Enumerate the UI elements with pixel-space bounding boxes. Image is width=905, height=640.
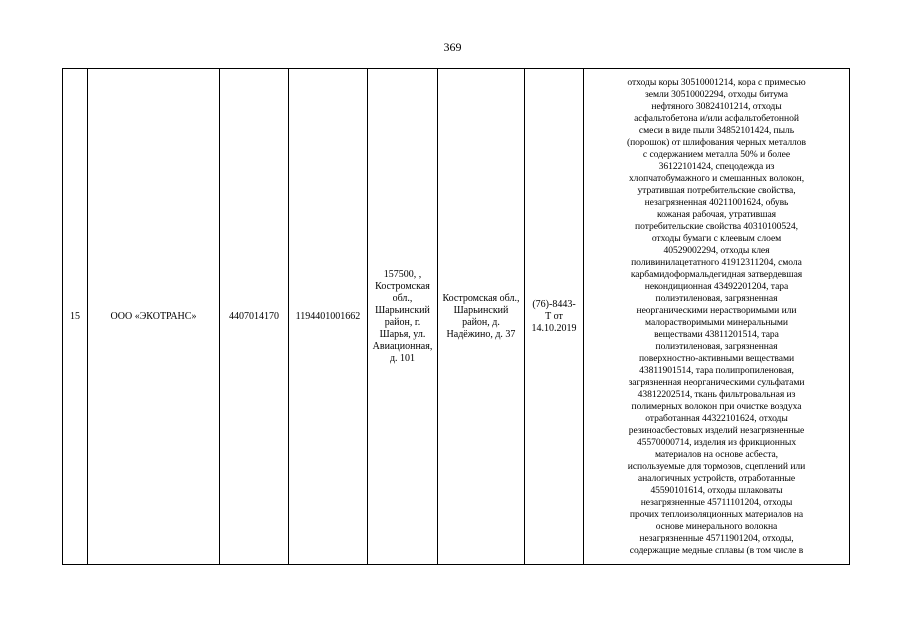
organization-name: ООО «ЭКОТРАНС» [88,69,220,565]
ogrn-cell: 1194401001662 [289,69,368,565]
page-number: 369 [443,40,462,54]
license-text: (76)-8443- Т от 14.10.2019 [531,298,577,334]
row-number: 15 [63,69,88,565]
legal-address-cell [368,69,438,565]
table-row [63,69,850,565]
legal-address-text: 157500, , Костромская обл., Шарьинский район, г. Шарья, ул. Авиационная, д. 101 [372,268,433,364]
waste-types-cell [584,69,850,565]
inn-cell: 4407014170 [220,69,289,565]
license-cell [525,69,584,565]
activity-address-text: Костромская обл., Шарьинский район, д. Надёжино, д. 37 [442,292,520,340]
activity-address-cell [438,69,525,565]
waste-types-text: отходы коры 30510001214, кора с примесью земли 30510002294, отходы битума нефтяного 30824101214, отходы асфальтобетона и/или асфальтобетонной смеси в виде пыли 34852101424, пыль (порошок) от шлифования черных металлов с содержанием металла 50% и более 36122101424, спецодежда из хлопчатобумажного и смешанных волокон, утратившая потребительские свойства, незагрязненная 40211001624, обувь кожаная рабочая, утратившая потребительские свойства 40310100524, отходы бумаги с клеевым слоем 40529002294, отходы клея поливинилацетатного 41912311204, смола карбамидоформальдегидная затвердевшая некондиционная 43492201204, тара полиэтиленовая, загрязненная неорганическими нерастворимыми или малорастворимыми минеральными веществами 43811201514, тара полиэтиленовая, загрязненная поверхностно-активными веществами 43811901514, тара полипропиленовая, загрязненная неорганическими сульфатами 43812202514, ткань фильтровальная из полимерных волокон при очистке воздуха отработанная 44322101624, отходы резиноасбестовых изделий незагрязненные 45570000714, изделия из фрикционных материалов на основе асбеста, используемые для тормозов, сцеплений или аналогичных устройств, отработанные 45590101614, отходы шлаковаты незагрязненные 45711101204, отходы прочих теплоизоляционных материалов на основе минерального волокна незагрязненные 45711901204, отходы, содержащие медные сплавы (в том числе в [626,76,807,556]
registry-table [62,68,850,565]
